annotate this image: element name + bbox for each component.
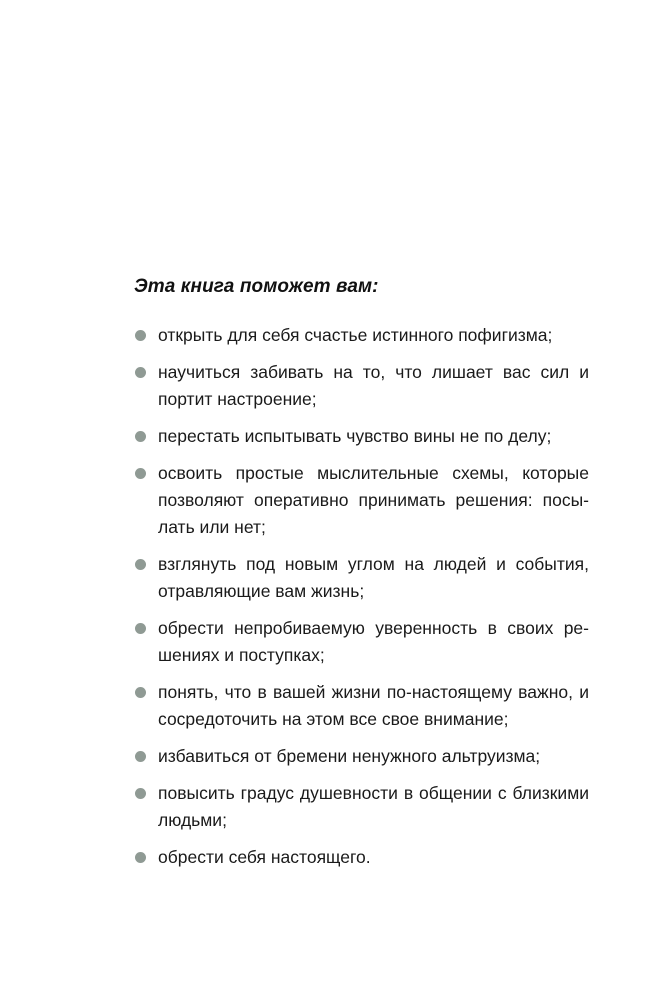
list-item [134, 460, 589, 541]
list-item-text: освоить простые мыслительные схемы, которые позволяют оперативно принимать решения: посылать или нет; [158, 463, 589, 537]
list-item-text: повысить градус душевности в общении с близкими людьми; [158, 783, 589, 830]
list-item [134, 844, 589, 871]
list-item-text: взглянуть под новым углом на людей и события, отравляющие вам жизнь; [158, 554, 589, 601]
bullet-dot-icon [135, 852, 146, 863]
list-item [134, 551, 589, 605]
list-item-text: избавиться от бремени ненужного альтруизма; [158, 746, 541, 766]
list-item-text: понять, что в вашей жизни по-настоящему важно, и сосредоточить на этом все свое внимание; [158, 682, 589, 729]
list-item-text: обрести себя настоящего. [158, 847, 371, 867]
bullet-dot-icon [135, 367, 146, 378]
list-item-text: научиться забивать на то, что лишает вас сил и портит настроение; [158, 362, 589, 409]
benefits-list [134, 322, 589, 881]
list-item [134, 322, 589, 349]
bullet-dot-icon [135, 330, 146, 341]
list-item-text: перестать испытывать чувство вины не по делу; [158, 426, 552, 446]
bullet-dot-icon [135, 468, 146, 479]
page-heading: Эта книга поможет вам: [134, 276, 379, 297]
list-item-text: открыть для себя счастье истинного пофигизма; [158, 325, 553, 345]
bullet-dot-icon [135, 788, 146, 799]
bullet-dot-icon [135, 559, 146, 570]
list-item [134, 780, 589, 834]
bullet-dot-icon [135, 623, 146, 634]
list-item [134, 615, 589, 669]
bullet-dot-icon [135, 687, 146, 698]
list-item [134, 423, 589, 450]
list-item [134, 359, 589, 413]
list-item [134, 679, 589, 733]
bullet-dot-icon [135, 431, 146, 442]
bullet-dot-icon [135, 751, 146, 762]
list-item-text: обрести непробиваемую уверенность в своих решениях и поступках; [158, 618, 589, 665]
list-item [134, 743, 589, 770]
